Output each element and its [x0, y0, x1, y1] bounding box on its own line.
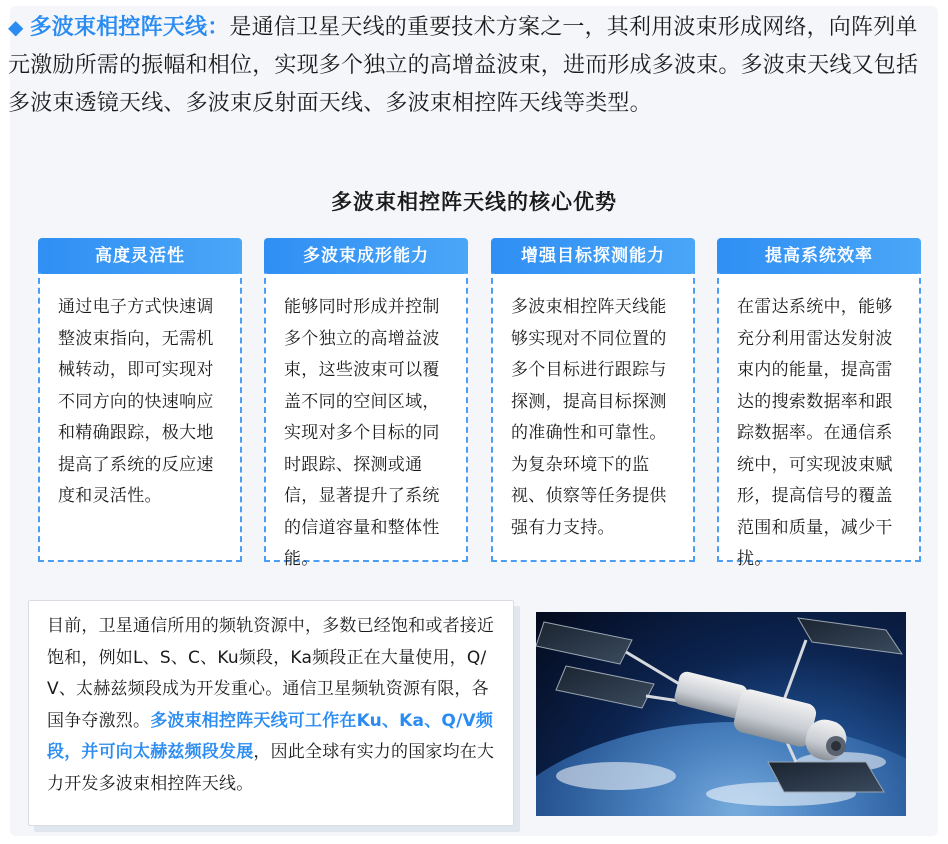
card-tag-efficiency: 提高系统效率: [717, 238, 921, 274]
advantage-card-detection: [491, 258, 695, 562]
card-text: 多波束相控阵天线能够实现对不同位置的多个目标进行跟踪与探测，提高目标探测的准确性和可靠性。为复杂环境下的监视、侦察等任务提供强有力支持。: [511, 297, 667, 538]
card-tag-detection: 增强目标探测能力: [491, 238, 695, 274]
card-tag-multibeam: 多波束成形能力: [264, 238, 468, 274]
space-station-image: [536, 612, 906, 816]
card-text: 通过电子方式快速调整波束指向，无需机械转动，即可实现对不同方向的快速响应和精确跟踪，极大地提高了系统的反应速度和灵活性。: [58, 297, 214, 506]
space-station-icon: [536, 612, 906, 816]
card-text: 在雷达系统中，能够充分利用雷达发射波束内的能量，提高雷达的搜索数据率和跟踪数据率。在通信系统中，可实现波束赋形，提高信号的覆盖范围和质量，减少干扰。: [737, 297, 893, 569]
advantage-card-flexibility: [38, 258, 242, 562]
text-highlight: 多波束相控阵天线可工作在Ku、Ka、Q/V频段，并可向太赫兹频段发展: [47, 710, 494, 762]
intro-highlight: 多波束相控阵天线：: [29, 15, 230, 40]
card-tag-flexibility: 高度灵活性: [38, 238, 242, 274]
section-title: 多波束相控阵天线的核心优势: [331, 190, 617, 214]
station-modules: [673, 670, 850, 764]
frequency-resource-text: [47, 611, 501, 800]
advantage-card-multibeam: [264, 258, 468, 569]
frequency-resource-box: [28, 600, 514, 826]
diamond-icon: ◆: [8, 15, 24, 39]
text-after: ，因此全球有实力的国家均在大力开发多波束相控阵天线。: [47, 742, 495, 794]
advantage-card-efficiency: [717, 258, 921, 569]
card-text: 能够同时形成并控制多个独立的高增益波束，这些波束可以覆盖不同的空间区域，实现对多个目标的同时跟踪、探测或通信，显著提升了系统的信道容量和整体性能。: [284, 297, 440, 569]
intro-body: 是通信卫星天线的重要技术方案之一，其利用波束形成网络，向阵列单元激励所需的振幅和相位，实现多个独立的高增益波束，进而形成多波束。多波束天线又包括多波束透镜天线、多波束反射面天线、多波束相控阵天线等类型。: [8, 15, 919, 116]
solar-panel-left: [536, 622, 686, 708]
text-before: 目前，卫星通信所用的频轨资源中，多数已经饱和或者接近饱和，例如L、S、C、Ku频段，Ka频段正在大量使用，Q/V、太赫兹频段成为开发重心。通信卫星频轨资源有限，各国争夺激烈。: [47, 616, 495, 731]
intro-paragraph: [8, 8, 928, 123]
